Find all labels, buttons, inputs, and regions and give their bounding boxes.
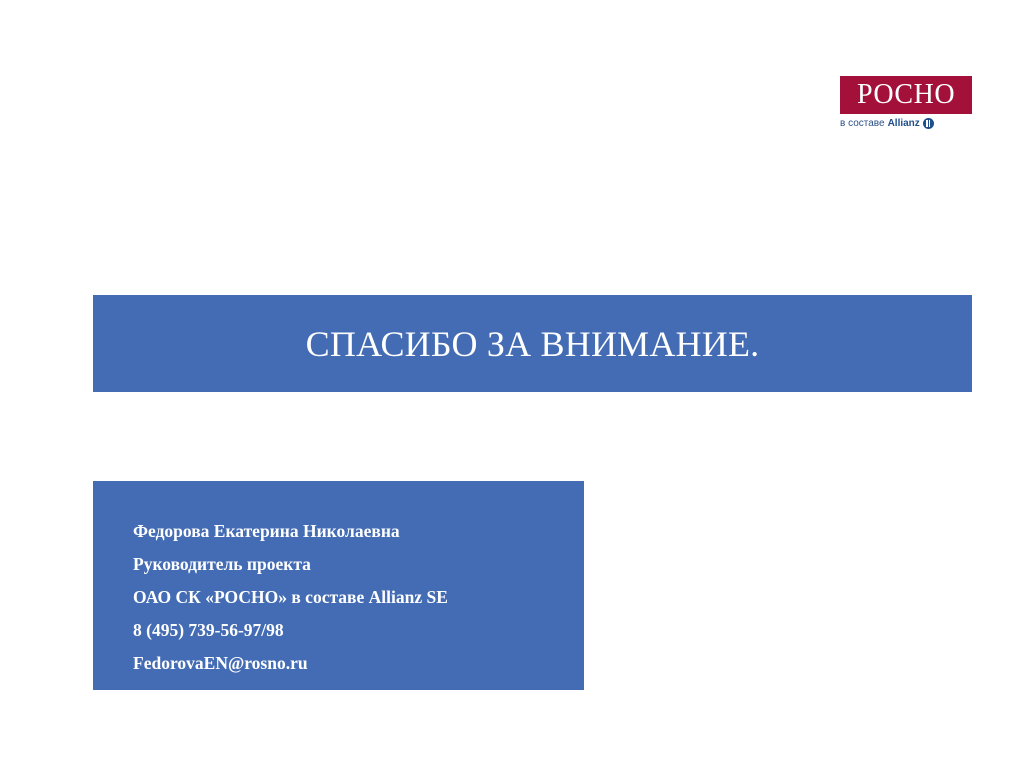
page-title: СПАСИБО ЗА ВНИМАНИЕ. [305,323,760,364]
logo-tagline-prefix: в составе [840,118,885,129]
contact-company: ОАО СК «РОСНО» в составе Allianz SE [133,587,448,607]
company-logo [840,76,974,129]
title-banner [93,295,972,392]
logo-tagline-brand: Allianz [887,118,920,129]
allianz-icon [923,118,934,129]
logo-tagline [840,118,974,129]
contact-phone: 8 (495) 739-56-97/98 [133,620,284,640]
contact-name: Федорова Екатерина Николаевна [133,521,400,541]
logo-name: РОСНО [856,79,956,110]
contact-email: FedorovaEN@rosno.ru [133,653,308,673]
logo-wordmark [840,76,972,114]
contact-card [93,481,584,690]
contact-position: Руководитель проекта [133,554,311,574]
